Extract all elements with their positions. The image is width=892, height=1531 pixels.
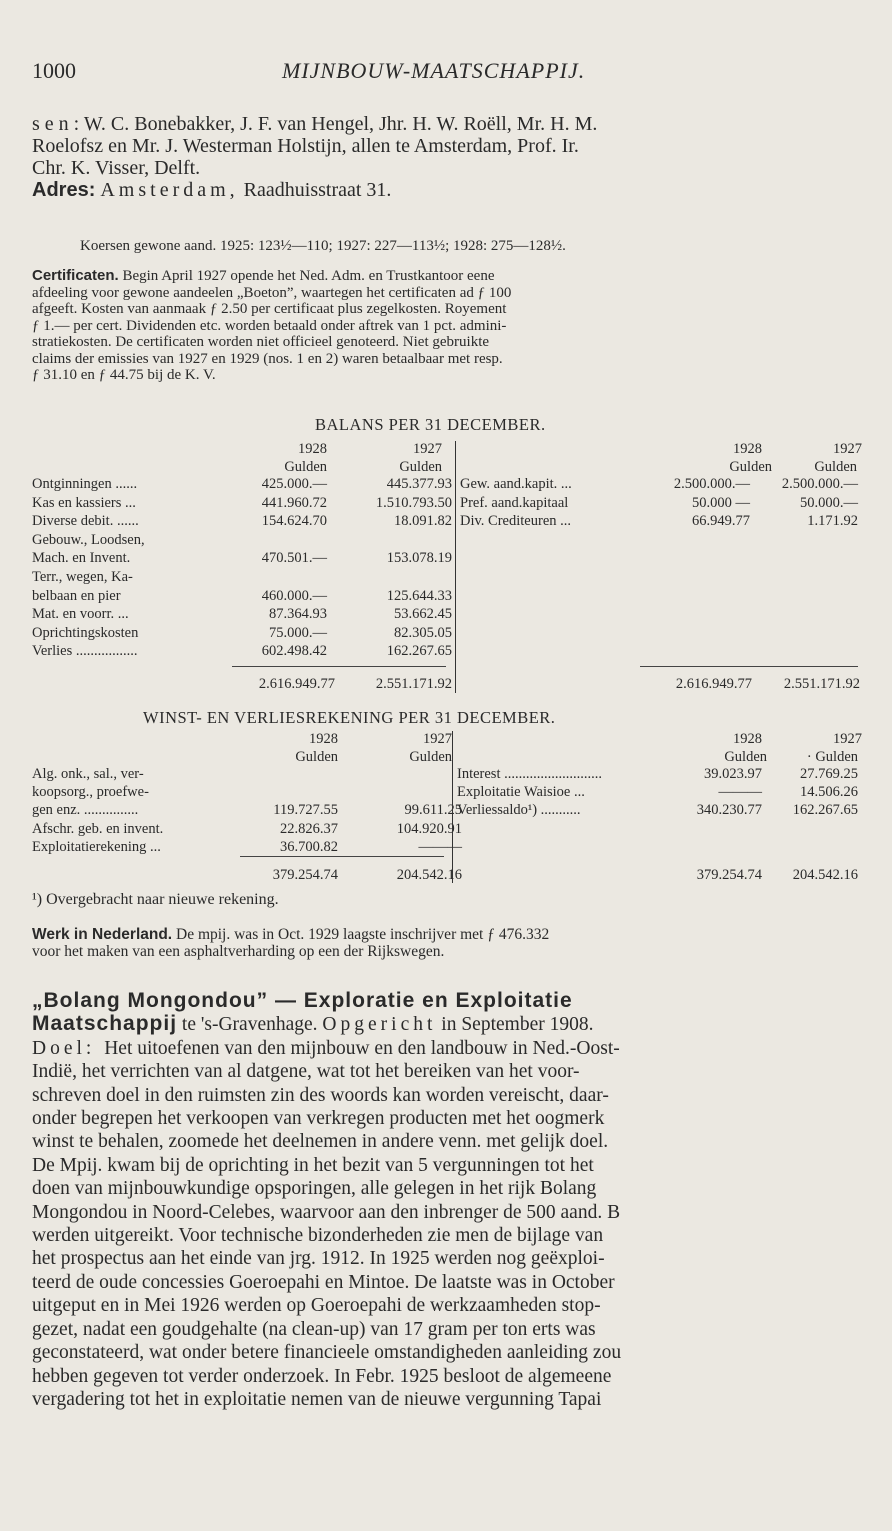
year-label: 1927 [423,731,452,747]
row-label: Interest ........................... [457,766,602,782]
pl-totals-row [32,867,862,883]
row-label: Mat. en voorr. ... [32,606,129,623]
werk-label: Werk in Nederland. [32,926,173,943]
row-label: Mach. en Invent. [32,550,131,567]
year-label: 1928 [309,731,338,747]
certificates-label: Certificaten. [32,267,119,284]
value-1928: 66.949.77 [692,513,750,530]
certificates-paragraph [32,268,862,384]
company-location: te 's-Gravenhage. [181,1014,318,1036]
unit-label: · Gulden [806,749,858,765]
value-1927: ——— [418,838,462,855]
address-street: Raadhuisstraat 31. [243,179,392,201]
value-1927: 82.305.05 [394,624,452,641]
value-1927: 99.611.25 [404,802,462,819]
unit-label: Gulden [284,459,327,475]
table-row [32,550,862,566]
page-number: 1000 [32,58,76,83]
total-rule [240,856,444,857]
value-1928: 75.000.— [269,624,327,641]
total-value: 2.616.949.77 [675,676,752,692]
value-1927: 104.920.91 [396,820,462,837]
value-1928: 470.501.— [261,550,327,567]
profit-loss-title: WINST- EN VERLIESREKENING PER 31 DECEMBER. [143,708,556,727]
row-label: belbaan en pier [32,587,121,604]
unit-label: Gulden [409,749,452,765]
value-1928: 441.960.72 [261,494,327,511]
founded-label: Opgericht [322,1014,437,1036]
share-prices: Koersen gewone aand. 1925: 123½—110; 1927: 227—113½; 1928: 275—128½. [80,238,566,254]
cert-line: afgeeft. Kosten van aanmaak ƒ 2.50 per certificaat plus zegelkosten. Royement [32,301,507,317]
unit-label: Gulden [295,749,338,765]
body-line [32,1037,862,1060]
total-value: 2.551.171.92 [783,676,860,692]
company-title: „Bolang Mongondou” — Exploratie en Exploitatie [32,989,573,1012]
address-label: Adres: [32,179,96,201]
pl-unit-header [32,749,862,765]
row-label: Ontginningen ...... [32,476,138,492]
table-row [32,495,862,511]
werk-line: De mpij. was in Oct. 1929 laagste inschrijver met ƒ 476.332 [176,926,550,943]
table-row [32,802,862,818]
value-1927: 162.267.65 [792,802,858,819]
column-divider [452,731,453,883]
total-value: 2.551.171.92 [375,676,452,692]
body-line: doen van mijnbouwkundige opsporingen, alle gelegen in het rijk Bolang [32,1178,597,1200]
year-label: 1927 [833,731,862,747]
total-value: 379.254.74 [272,867,338,883]
body-line: De Mpij. kwam bij de oprichting in het bezit van 5 vergunningen tot het [32,1154,594,1176]
cert-line: claims der emissies van 1927 en 1929 (nos. 1 en 2) waren betaalbaar met resp. [32,350,503,367]
value-1928: 22.826.37 [280,820,338,837]
year-label: 1927 [833,441,862,457]
value-1927: 1.510.793.50 [375,494,452,511]
unit-label: Gulden [729,459,772,475]
total-value: 204.542.16 [396,867,462,883]
total-value: 379.254.74 [696,867,762,883]
value-1928: 87.364.93 [269,606,327,623]
body-line: geconstateerd, wat onder betere financieele omstandigheden aanleiding zou [32,1342,622,1364]
table-row [32,625,862,641]
value-1928: 2.500.000.— [673,476,750,492]
body-line: werden uitgereikt. Voor technische bizonderheden zie men de bijlage van [32,1225,604,1247]
intro-line: Chr. K. Visser, Delft. [32,157,201,179]
value-1928: 340.230.77 [696,802,762,819]
pl-year-header [32,731,862,747]
table-row [32,821,862,837]
row-label: Kas en kassiers ... [32,494,136,511]
year-label: 1928 [298,441,327,457]
table-row [32,588,862,604]
cert-line: stratiekosten. De certificaten worden niet officieel genoteerd. Niet gebruikte [32,334,490,350]
body-line: uitgeput en in Mei 1926 werden op Goeroepahi de werkzaamheden stop- [32,1295,601,1317]
address-line [32,179,862,201]
value-1927: 125.644.33 [386,587,452,604]
value-1927: 2.500.000.— [781,476,858,492]
body-line: hebben gegeven tot verder onderzoek. In Febr. 1925 besloot de algemeene [32,1365,612,1387]
table-row [32,569,862,585]
value-1927: 162.267.65 [386,643,452,660]
running-title: MIJNBOUW-MAATSCHAPPIJ. [282,58,586,83]
row-label: Terr., wegen, Ka- [32,569,133,585]
table-row [32,532,862,548]
total-value: 2.616.949.77 [258,676,335,692]
company-body [32,1037,862,1412]
year-label: 1928 [733,731,762,747]
row-label: Div. Crediteuren ... [460,513,572,530]
value-1928: 119.727.55 [273,802,338,819]
row-label: gen enz. ............... [32,802,139,819]
value-1928: 154.624.70 [261,513,327,530]
value-1927: 50.000.— [800,494,858,511]
company-title-2: Maatschappij [32,1012,178,1036]
address-city: Amsterdam, [100,179,239,201]
row-label: Gew. aand.kapit. ... [460,476,572,492]
balance-sheet-title: BALANS PER 31 DECEMBER. [315,415,546,434]
balance-totals-row [32,676,862,692]
total-rule [640,666,858,667]
row-label: Oprichtingskosten [32,624,139,641]
value-1928: 602.498.42 [261,643,327,660]
cert-line: Begin April 1927 opende het Ned. Adm. en Trustkantoor eene [122,268,495,284]
value-1928: 460.000.— [261,587,327,604]
row-label: Verliessaldo¹) ........... [457,802,581,819]
value-1928: 36.700.82 [280,838,338,855]
value-1927: 153.078.19 [386,550,452,567]
body-line: onder begrepen het verkoopen van verkregen producten met het oogmerk [32,1108,605,1130]
werk-line: voor het maken van een asphaltverharding op een der Rijkswegen. [32,943,445,960]
purpose-label: Doel: [32,1037,105,1059]
page-header [32,58,852,88]
cert-line: ƒ 1.— per cert. Dividenden etc. worden betaald onder aftrek van 1 pct. admini- [32,317,507,334]
body-line: gezet, nadat een goudgehalte (na clean-up) van 17 gram per ton erts was [32,1318,596,1340]
value-1927: 53.662.45 [394,606,452,623]
table-row [32,476,862,492]
body-line: vergadering tot het in exploitatie nemen van de nieuwe vergunning Tapai [32,1388,602,1410]
row-label: Exploitatierekening ... [32,838,161,855]
column-divider [455,441,456,693]
body-line: Mongondou in Noord-Celebes, waarvoor aan den inbrenger de 500 aand. B [32,1201,621,1223]
table-row [32,606,862,622]
value-1928: 425.000.— [261,476,327,492]
body-line: teerd de oude concessies Goeroepahi en Mintoe. De laatste was in October [32,1271,615,1293]
body-line: het prospectus aan het einde van jrg. 1912. In 1925 werden nog geëxploi- [32,1248,605,1270]
body-text: Het uitoefenen van den mijnbouw en den landbouw in Ned.-Oost- [104,1037,620,1059]
row-label: Gebouw., Loodsen, [32,531,145,548]
cert-line: afdeeling voor gewone aandeelen „Boeton”, waartegen het certificaten ad ƒ 100 [32,284,512,301]
footnote: ¹) Overgebracht naar nieuwe rekening. [32,891,279,908]
value-1927: 27.769.25 [800,766,858,782]
table-row [32,784,862,800]
table-row [32,766,862,782]
year-label: 1928 [733,441,762,457]
founded-date: in September 1908. [441,1014,594,1036]
value-1927: 18.091.82 [394,513,452,530]
value-1927: 445.377.93 [386,476,452,492]
balance-unit-header [32,459,862,475]
row-label: Diverse debit. ...... [32,513,139,530]
body-line: schreven doel in den ruimsten zin des woords kan worden vereischt, daar- [32,1084,609,1106]
row-label: koopsorg., proefwe- [32,784,149,801]
row-label: Afschr. geb. en invent. [32,820,164,837]
value-1928: 39.023.97 [704,766,762,782]
total-rule [232,666,446,667]
row-label: Pref. aand.kapitaal [460,494,569,511]
year-label: 1927 [413,441,442,457]
total-value: 204.542.16 [792,867,858,883]
body-line: winst te behalen, zoomede het deelnemen in andere venn. met gelijk doel. [32,1131,609,1153]
intro-line: s e n : W. C. Bonebakker, J. F. van Hengel, Jhr. H. W. Roëll, Mr. H. M. [32,113,598,135]
intro-line: Roelofsz en Mr. J. Westerman Holstijn, allen te Amsterdam, Prof. Ir. [32,135,579,157]
value-1928: ——— [718,784,762,801]
table-row [32,643,862,659]
table-row [32,839,862,855]
value-1927: 14.506.26 [800,784,858,801]
balance-year-header [32,441,862,457]
body-line: Indië, het verrichten van al datgene, wat tot het bereiken van het voor- [32,1061,580,1083]
value-1928: 50.000 — [692,494,750,511]
cert-line: ƒ 31.10 en ƒ 44.75 bij de K. V. [32,367,216,383]
unit-label: Gulden [814,459,857,475]
row-label: Verlies ................. [32,643,138,660]
row-label: Alg. onk., sal., ver- [32,766,144,782]
company-entry [32,989,862,1411]
board-members-paragraph [32,113,862,201]
werk-paragraph [32,926,862,960]
table-row [32,513,862,529]
row-label: Exploitatie Waisioe ... [457,784,585,801]
unit-label: Gulden [399,459,442,475]
unit-label: Gulden [724,749,767,765]
value-1927: 1.171.92 [807,513,858,530]
